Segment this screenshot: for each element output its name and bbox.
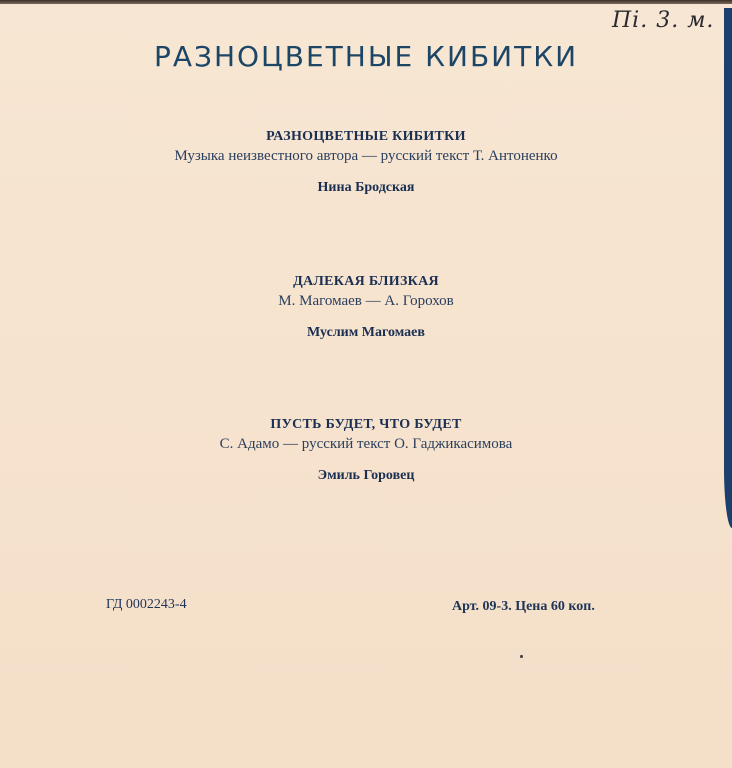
price-label: Арт. 09-3. Цена 60 коп.	[452, 599, 595, 614]
handwritten-note: Пі. 3. м.	[612, 8, 715, 33]
paper-speck	[520, 655, 523, 658]
track-credits: С. Адамо — русский текст О. Гаджикасимова	[219, 436, 513, 452]
track-title: ПУСТЬ БУДЕТ, ЧТО БУДЕТ	[270, 417, 462, 432]
track-artist: Эмиль Горовец	[317, 468, 415, 483]
record-sleeve-back	[0, 4, 732, 768]
track-credits: М. Магомаев — А. Горохов	[278, 293, 454, 309]
track-artist: Нина Бродская	[317, 180, 415, 195]
track-1	[0, 128, 732, 197]
track-title: РАЗНОЦВЕТНЫЕ КИБИТКИ	[266, 129, 466, 144]
album-title: РАЗНОЦВЕТНЫЕ КИБИТКИ	[153, 40, 579, 73]
track-3	[0, 416, 732, 485]
track-artist: Муслим Магомаев	[307, 325, 425, 340]
track-2	[0, 273, 732, 342]
track-credits: Музыка неизвестного автора — русский текст Т. Антоненко	[174, 148, 558, 164]
catalog-number: ГД 0002243-4	[106, 597, 187, 612]
track-title: ДАЛЕКАЯ БЛИЗКАЯ	[293, 274, 439, 289]
